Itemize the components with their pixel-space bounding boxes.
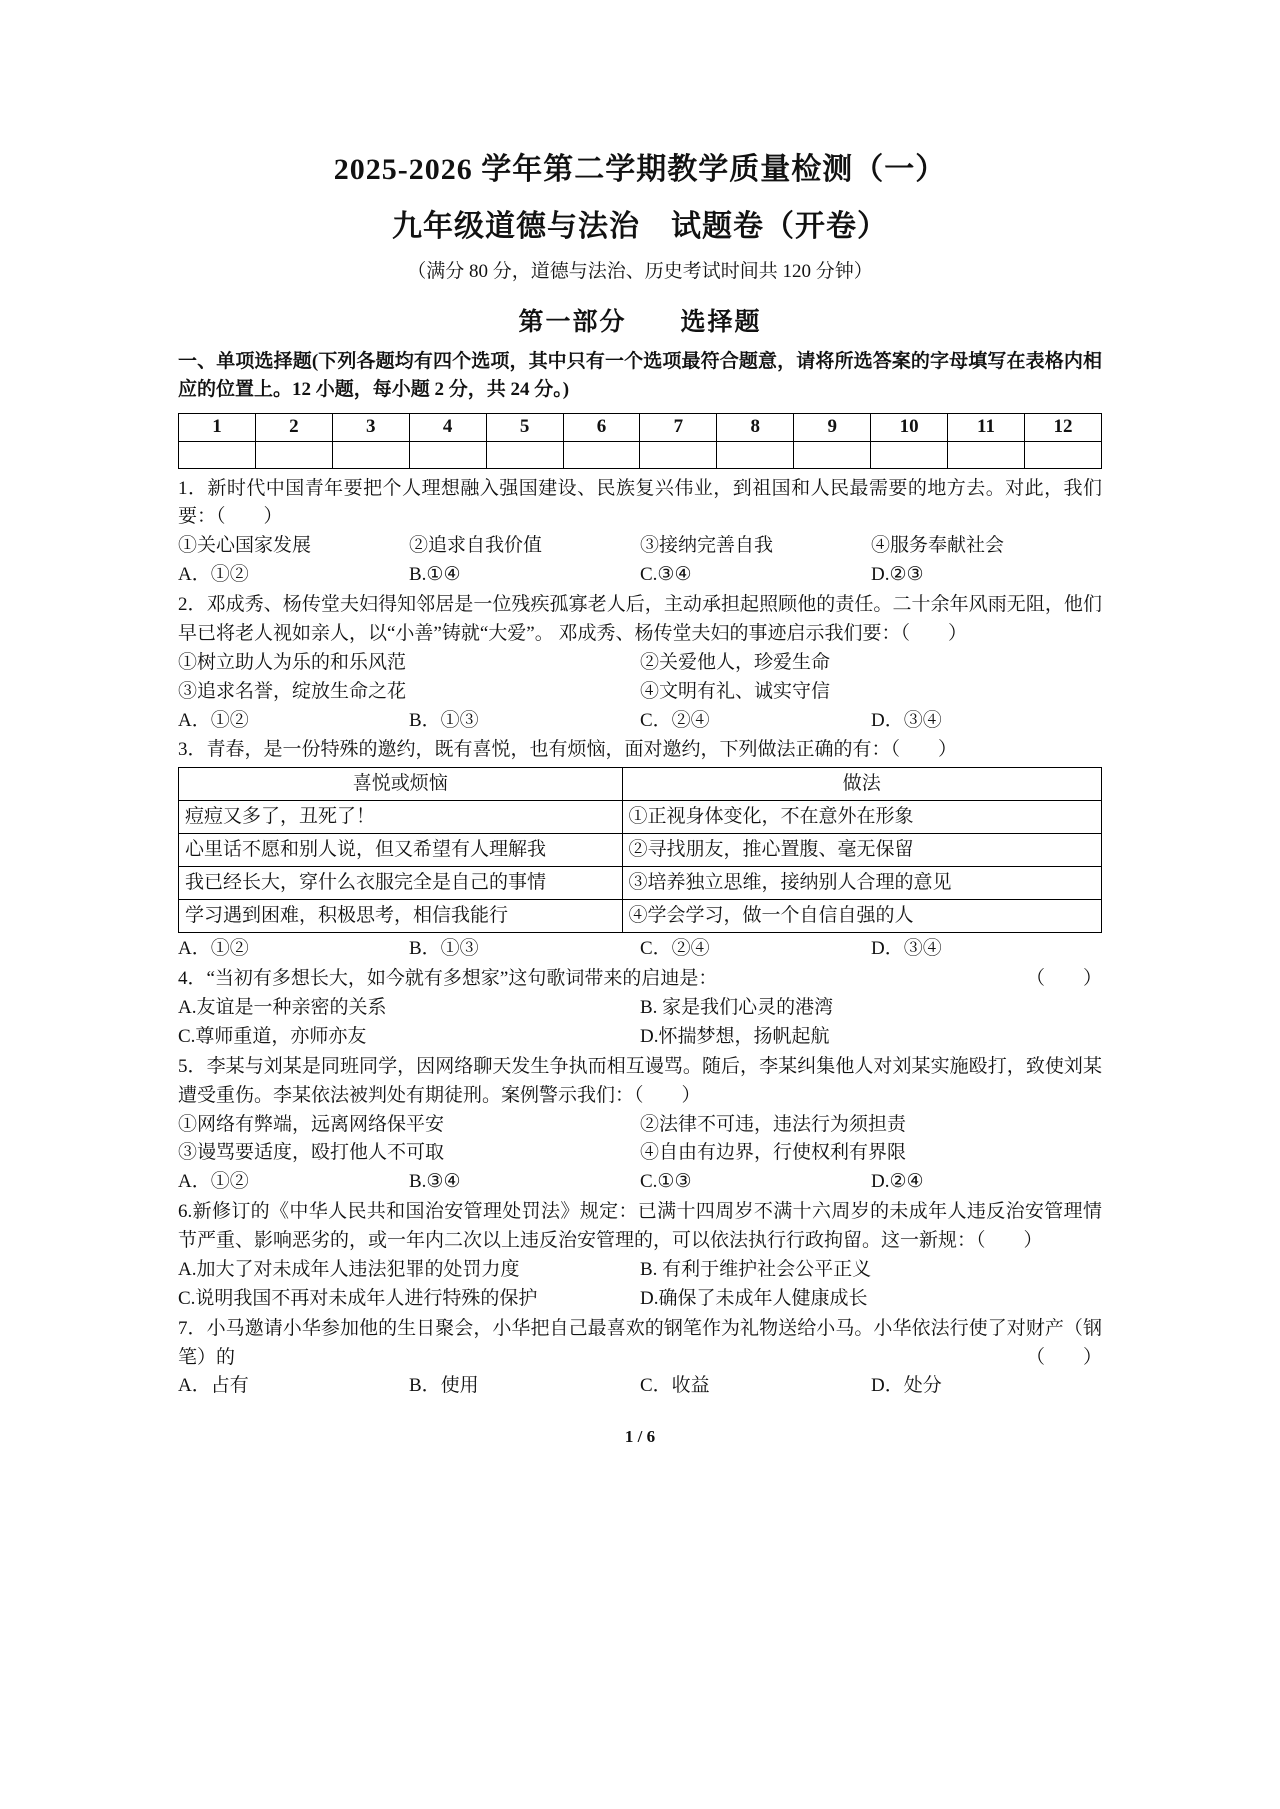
question-numbered-options (178, 1139, 1102, 1168)
table-cell-practice: ③培养独立思维，接纳别人合理的意见 (622, 867, 1101, 900)
answer-cell[interactable] (179, 441, 256, 468)
choice-d[interactable]: D.②③ (871, 564, 924, 586)
answer-cell[interactable] (948, 441, 1025, 468)
answer-paren: （ ） (1025, 968, 1102, 990)
table-cell-situation: 我已经长大，穿什么衣服完全是自己的事情 (179, 867, 623, 900)
answer-grid-number: 6 (563, 413, 640, 441)
answer-grid-number: 3 (332, 413, 409, 441)
numbered-option: ①关心国家发展 (178, 535, 312, 557)
answer-cell[interactable] (871, 441, 948, 468)
question-numbered-options (178, 649, 1102, 678)
question-stem-text: 1．新时代中国青年要把个人理想融入强国建设、民族复兴伟业，到祖国和人民最需要的地方去。对此，我们要： (178, 477, 1102, 528)
question-5 (178, 1053, 1102, 1197)
answer-grid-number: 4 (409, 413, 486, 441)
table-header-cell: 做法 (622, 768, 1101, 801)
answer-paren: （ ） (900, 622, 968, 644)
table-row (179, 867, 1102, 900)
question-choices (178, 1256, 1102, 1285)
choice-a[interactable]: A.友谊是一种亲密的关系 (178, 997, 387, 1019)
choice-a[interactable]: A．①② (178, 564, 249, 586)
question-stem (178, 965, 1102, 994)
table-cell-situation: 痘痘又多了，丑死了！ (179, 801, 623, 834)
answer-cell[interactable] (640, 441, 717, 468)
choice-d[interactable]: D．③④ (871, 709, 942, 731)
question-choices (178, 935, 1102, 964)
choice-b[interactable]: B．使用 (409, 1375, 479, 1397)
numbered-option: ①网络有弊端，远离网络保平安 (178, 1113, 445, 1135)
question-stem (178, 591, 1102, 649)
question-stem-text: 3．青春，是一份特殊的邀约，既有喜悦，也有烦恼，面对邀约，下列做法正确的有：（ ） (178, 739, 958, 761)
choice-a[interactable]: A．①② (178, 1171, 249, 1193)
numbered-option: ③接纳完善自我 (640, 535, 774, 557)
answer-grid-number: 9 (794, 413, 871, 441)
question-numbered-options (178, 532, 1102, 561)
answer-grid-number: 10 (871, 413, 948, 441)
choice-c[interactable]: C.尊师重道，亦师亦友 (178, 1025, 367, 1047)
table-cell-practice: ①正视身体变化，不在意外在形象 (622, 801, 1101, 834)
question-stem-text: 5．李某与刘某是同班同学，因网络聊天发生争执而相互谩骂。随后，李某纠集他人对刘某实施殴打，致使刘某遭受重伤。李某依法被判处有期徒刑。案例警示我们： (178, 1055, 1102, 1106)
answer-cell[interactable] (717, 441, 794, 468)
score-time-line: （满分 80 分，道德与法治、历史考试时间共 120 分钟） (407, 261, 873, 282)
answer-grid-answer-row (179, 441, 1102, 468)
question-stem (178, 475, 1102, 533)
section-instruction: 一、单项选择题(下列各题均有四个选项，其中只有一个选项最符合题意，请将所选答案的字母填写在表格内相应的位置上。12 小题，每小题 2 分，共 24 分。) (178, 350, 1102, 401)
choice-b[interactable]: B. 家是我们心灵的港湾 (640, 997, 834, 1019)
answer-cell[interactable] (563, 441, 640, 468)
answer-cell[interactable] (486, 441, 563, 468)
question-choices (178, 707, 1102, 736)
question-choices (178, 561, 1102, 590)
choice-d[interactable]: D．处分 (871, 1375, 942, 1397)
table-cell-situation: 心里话不愿和别人说，但又希望有人理解我 (179, 834, 623, 867)
answer-cell[interactable] (1024, 441, 1101, 468)
choice-a[interactable]: A．①② (178, 938, 249, 960)
answer-cell[interactable] (409, 441, 486, 468)
choice-c[interactable]: C．②④ (640, 938, 710, 960)
question-choices (178, 1285, 1102, 1314)
numbered-option: ②关爱他人，珍爱生命 (640, 651, 831, 673)
question-choices (178, 994, 1102, 1023)
question-1 (178, 475, 1102, 591)
page-subtitle: 九年级道德与法治 试题卷（开卷） (392, 209, 888, 243)
choice-b[interactable]: B. 有利于维护社会公平正义 (640, 1258, 872, 1280)
question-stem-text: 4．“当初有多想长大，如今就有多想家”这句歌词带来的启迪是： (178, 968, 718, 990)
choice-d[interactable]: D.②④ (871, 1171, 924, 1193)
question-stem (178, 736, 1102, 765)
question-4 (178, 965, 1102, 1052)
question-3 (178, 736, 1102, 964)
question-stem-text: 7．小马邀请小华参加他的生日聚会，小华把自己最喜欢的钢笔作为礼物送给小马。小华依法行使了对财产（钢笔）的 (178, 1317, 1102, 1368)
answer-cell[interactable] (255, 441, 332, 468)
choice-a[interactable]: A.加大了对未成年人违法犯罪的处罚力度 (178, 1258, 520, 1280)
numbered-option: ④自由有边界，行使权利有界限 (640, 1142, 907, 1164)
question-7 (178, 1315, 1102, 1402)
part-title: 第一部分 选择题 (518, 308, 762, 336)
numbered-option: ③追求名誉，绽放生命之花 (178, 680, 407, 702)
choice-a[interactable]: A．占有 (178, 1375, 249, 1397)
question-stem-text: 2．邓成秀、杨传堂夫妇得知邻居是一位残疾孤寡老人后，主动承担起照顾他的责任。二十余年风雨无阻，他们早已将老人视如亲人，以“小善”铸就“大爱”。 邓成秀、杨传堂夫妇的事迹启示我们要： (178, 594, 1102, 644)
question-2 (178, 591, 1102, 735)
answer-cell[interactable] (332, 441, 409, 468)
table-cell-situation: 学习遇到困难，积极思考，相信我能行 (179, 900, 623, 933)
answer-paren: （ ） (634, 1084, 701, 1106)
choice-c[interactable]: C．收益 (640, 1375, 710, 1397)
question-3-table (178, 767, 1102, 933)
question-choices (178, 1372, 1102, 1401)
choice-d[interactable]: D.怀揣梦想，扬帆起航 (640, 1025, 830, 1047)
answer-grid-number: 12 (1024, 413, 1101, 441)
answer-paren: （ ） (216, 506, 283, 528)
answer-grid-number: 7 (640, 413, 717, 441)
answer-grid-number: 8 (717, 413, 794, 441)
answer-cell[interactable] (794, 441, 871, 468)
choice-c[interactable]: C.说明我国不再对未成年人进行特殊的保护 (178, 1287, 538, 1309)
table-cell-practice: ④学会学习，做一个自信自强的人 (622, 900, 1101, 933)
numbered-option: ④文明有礼、诚实守信 (640, 680, 831, 702)
question-numbered-options (178, 1111, 1102, 1140)
answer-paren: （ ） (1025, 1346, 1102, 1368)
question-stem (178, 1198, 1102, 1256)
choice-a[interactable]: A．①② (178, 709, 249, 731)
choice-b[interactable]: B．①③ (409, 938, 479, 960)
answer-paren: （ ） (976, 1230, 1043, 1252)
question-stem-text: 6.新修订的《中华人民共和国治安管理处罚法》规定：已满十四周岁不满十六周岁的未成年人违反治安管理情节严重、影响恶劣的，或一年内二次以上违反治安管理的，可以依法执行行政拘留。这一新规： (178, 1201, 1102, 1252)
page-number-footer: 1 / 6 (624, 1427, 656, 1447)
table-cell-practice: ②寻找朋友，推心置腹、毫无保留 (622, 834, 1101, 867)
numbered-option: ③谩骂要适度，殴打他人不可取 (178, 1142, 445, 1164)
page-title: 2025-2026 学年第二学期教学质量检测（一） (333, 153, 947, 186)
answer-grid-number: 11 (948, 413, 1025, 441)
choice-d[interactable]: D.确保了未成年人健康成长 (640, 1287, 868, 1309)
table-row (179, 900, 1102, 933)
question-choices (178, 1168, 1102, 1197)
answer-grid-number: 5 (486, 413, 563, 441)
choice-b[interactable]: B.③④ (409, 1171, 461, 1193)
choice-b[interactable]: B.①④ (409, 564, 461, 586)
question-6 (178, 1198, 1102, 1314)
question-stem (178, 1315, 1102, 1373)
choice-c[interactable]: C．②④ (640, 709, 710, 731)
table-header-cell: 喜悦或烦恼 (179, 768, 623, 801)
answer-grid-number: 1 (179, 413, 256, 441)
numbered-option: ①树立助人为乐的和乐风范 (178, 651, 407, 673)
choice-c[interactable]: C.③④ (640, 564, 692, 586)
answer-grid-number: 2 (255, 413, 332, 441)
choice-d[interactable]: D．③④ (871, 938, 942, 960)
answer-grid-table (178, 413, 1102, 469)
choice-b[interactable]: B．①③ (409, 709, 479, 731)
table-row (179, 801, 1102, 834)
answer-grid-number-row (179, 413, 1102, 441)
question-choices (178, 1023, 1102, 1052)
table-row (179, 834, 1102, 867)
table-header-row (179, 768, 1102, 801)
question-numbered-options (178, 678, 1102, 707)
numbered-option: ④服务奉献社会 (871, 535, 1005, 557)
choice-c[interactable]: C.①③ (640, 1171, 692, 1193)
question-stem (178, 1053, 1102, 1111)
numbered-option: ②法律不可违，违法行为须担责 (640, 1113, 907, 1135)
numbered-option: ②追求自我价值 (409, 535, 543, 557)
